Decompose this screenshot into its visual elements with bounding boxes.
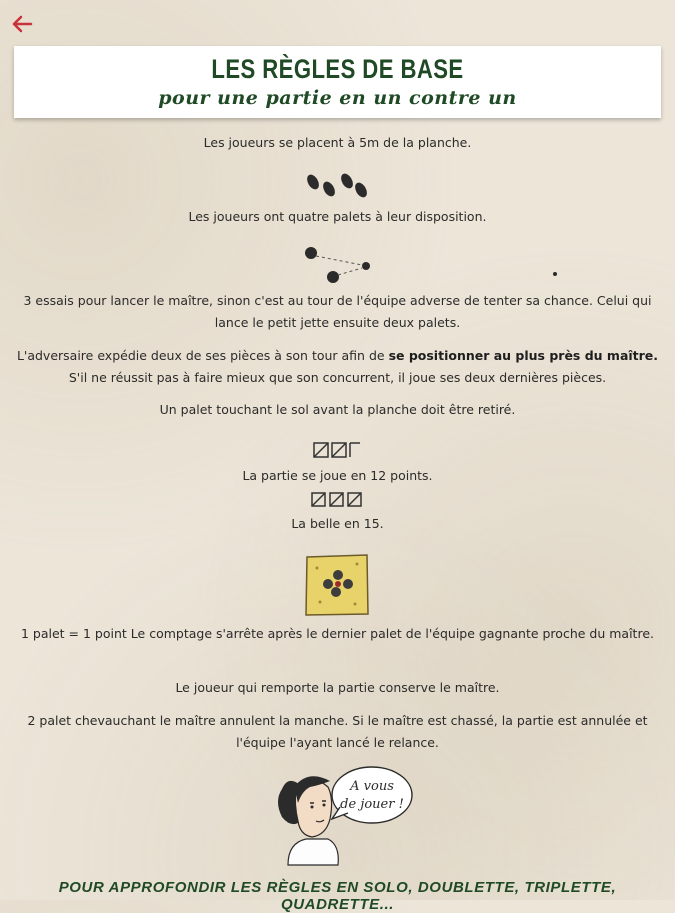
character-illustration xyxy=(268,765,418,870)
dot-mark xyxy=(552,271,558,277)
back-arrow-icon[interactable] xyxy=(8,10,36,38)
rule-belle: La belle en 15. xyxy=(291,516,384,531)
page-title: LES RÈGLES DE BASE xyxy=(211,54,464,84)
rule-points: La partie se joue en 12 points. xyxy=(242,468,433,483)
tally-15-icon xyxy=(310,491,366,509)
rule-conserve: Le joueur qui remporte la partie conserve le maître. xyxy=(175,680,500,695)
rule-palets: Les joueurs ont quatre palets à leur disposition. xyxy=(188,209,487,224)
rule-sol: Un palet touchant le sol avant la planche doit être retiré. xyxy=(159,402,516,417)
throw-trajectory-icon xyxy=(302,244,382,288)
title-banner xyxy=(14,46,661,118)
rule-maitre: 3 essais pour lancer le maître, sinon c'est au tour de l'équipe adverse de tenter sa chance. Celui qui lance le petit jette ensuite deux palets. xyxy=(23,293,652,330)
rule-comptage: 1 palet = 1 point Le comptage s'arrête après le dernier palet de l'équipe gagnante proche du maître. xyxy=(21,626,654,641)
page-subtitle: pour une partie en un contre un xyxy=(158,87,517,109)
tally-12-icon xyxy=(312,440,368,460)
four-palets-icon xyxy=(303,172,373,202)
bubble-line2: de jouer ! xyxy=(340,797,404,812)
rule-distance: Les joueurs se placent à 5m de la planche. xyxy=(203,135,472,150)
rule-chevauchant: 2 palet chevauchant le maître annulent la manche. Si le maître est chassé, la partie est annulée et l'équipe l'ayant lancé le relance. xyxy=(27,713,648,750)
rule-adversaire: L'adversaire expédie deux de ses pièces à son tour afin de se positionner au plus près du maître. S'il ne réussit pas à faire mieux que son concurrent, il joue ses deux dernières pièces. xyxy=(16,348,659,385)
palet-board-icon xyxy=(305,554,369,616)
bubble-line1: A vous xyxy=(350,779,394,794)
advanced-rules-link[interactable]: POUR APPROFONDIR LES RÈGLES EN SOLO, DOUBLETTE, TRIPLETTE, QUADRETTE... xyxy=(58,879,617,913)
